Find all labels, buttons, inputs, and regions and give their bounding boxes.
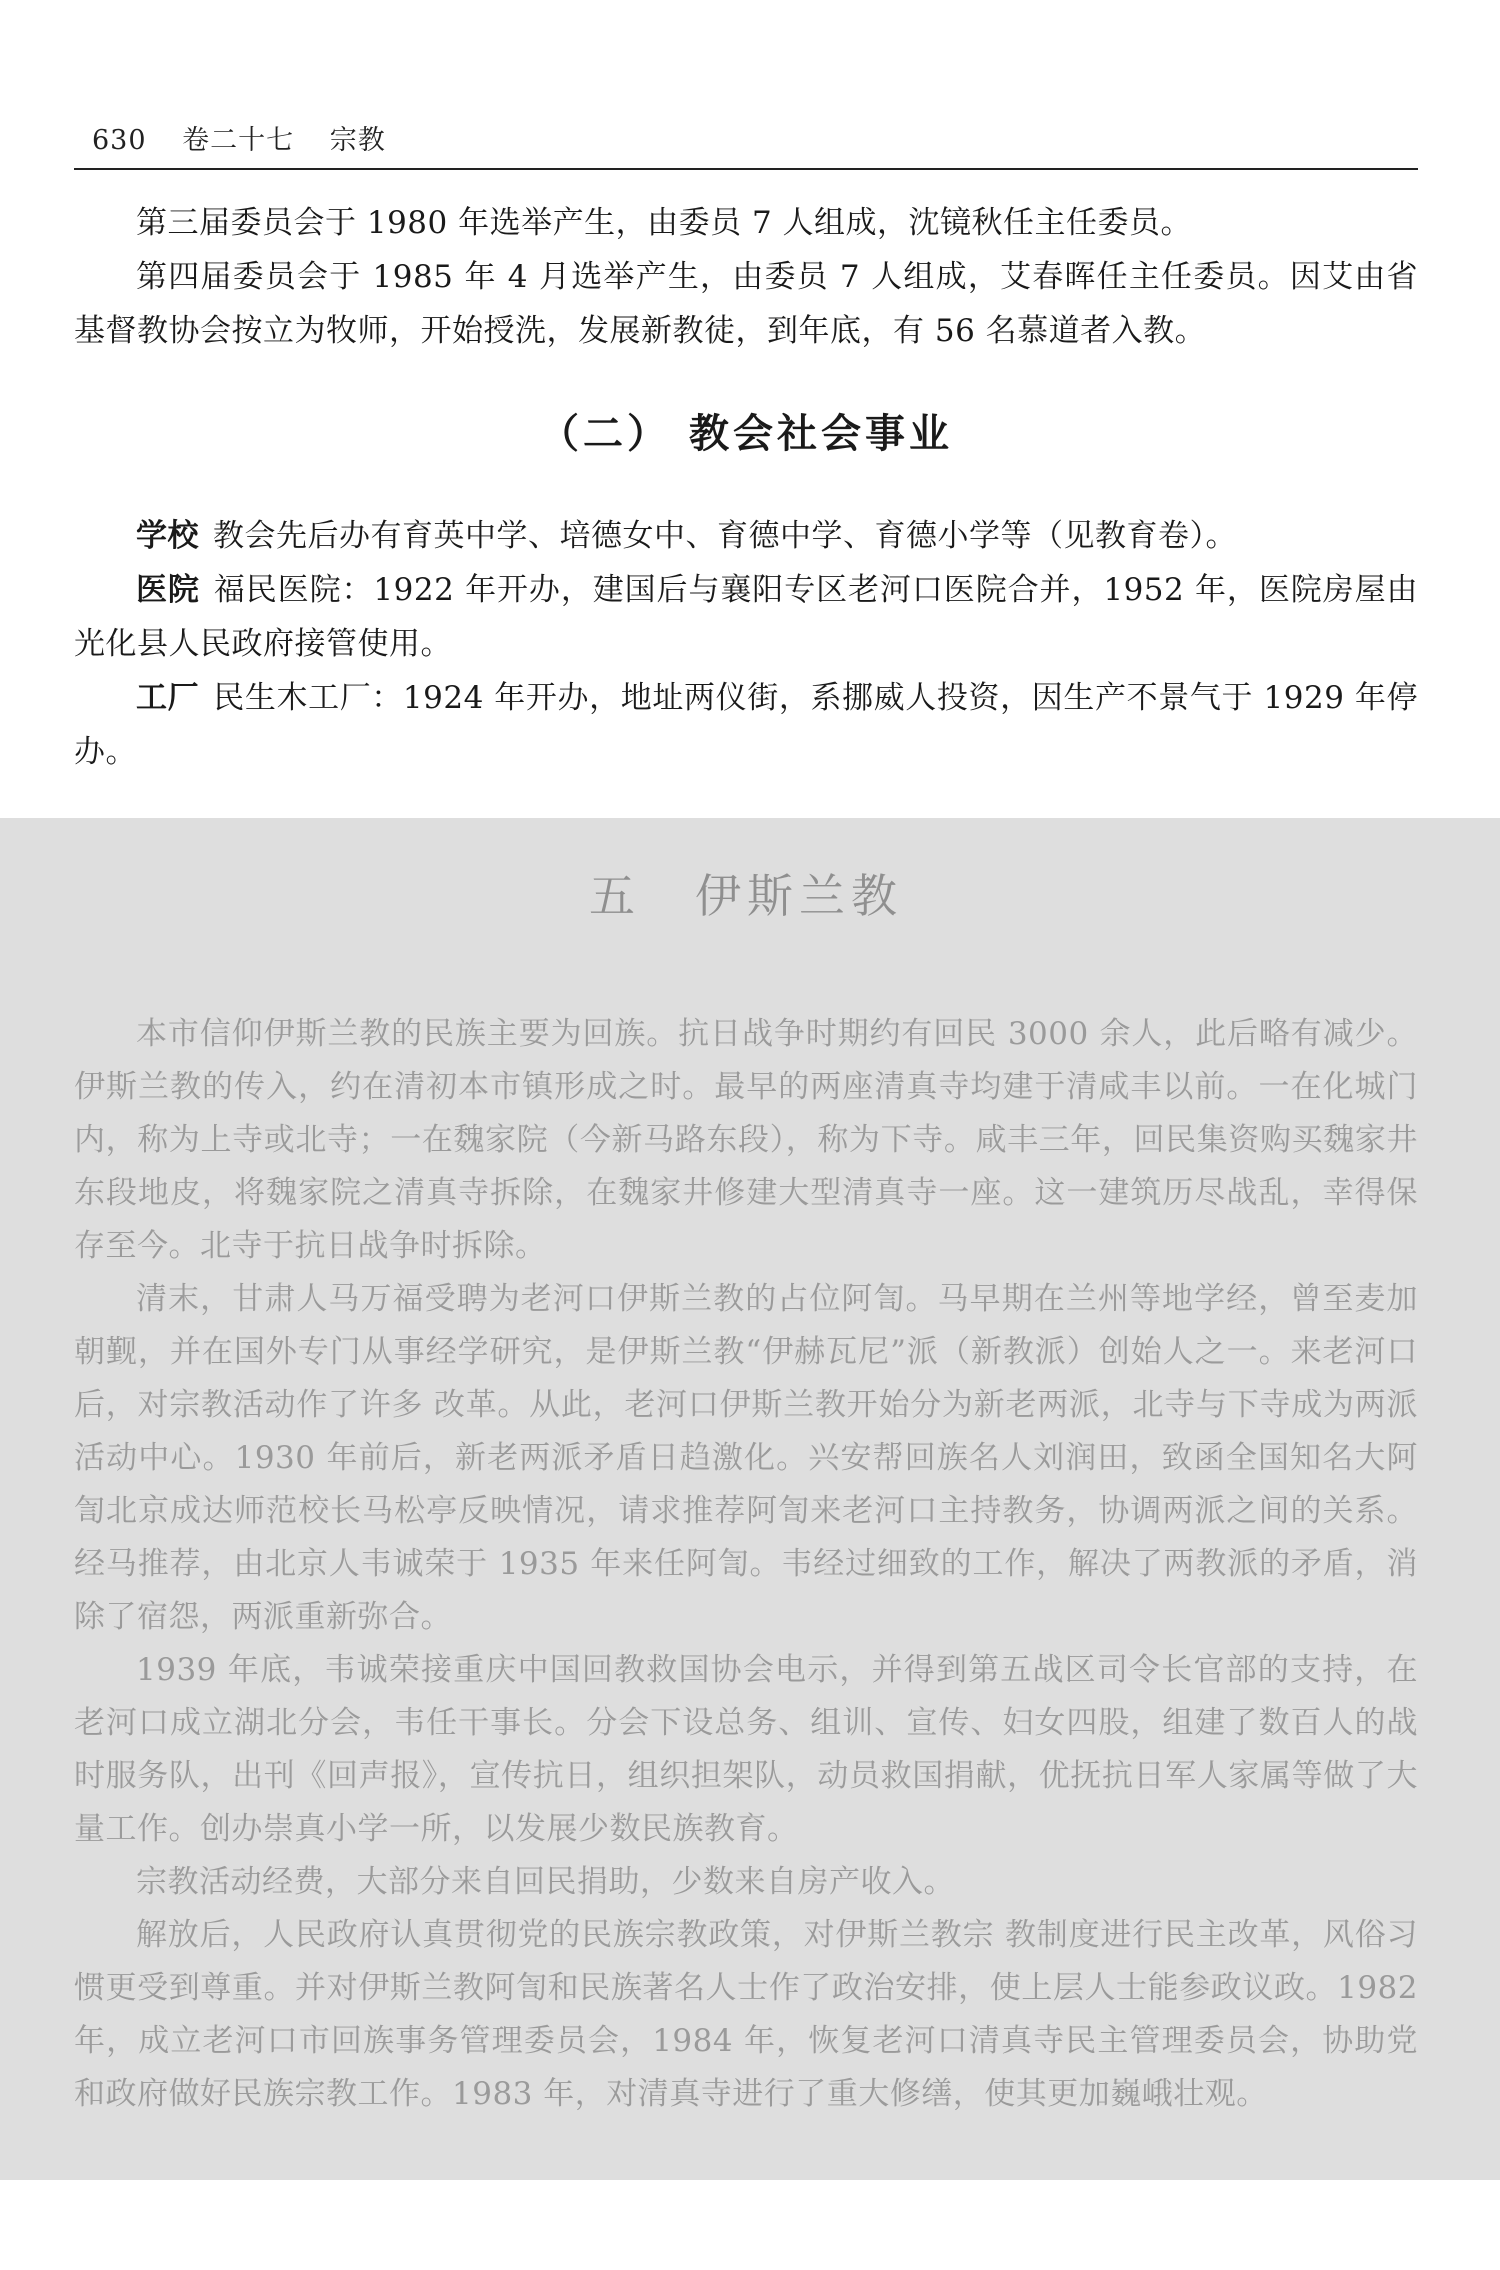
islam-section-body	[74, 860, 1418, 2121]
enterprise-school	[74, 509, 1418, 563]
section-label: 宗教	[329, 125, 386, 156]
page-number: 630	[92, 125, 147, 156]
islam-paragraph: 本市信仰伊斯兰教的民族主要为回族。抗日战争时期约有回民 3000 余人，此后略有减少。伊斯兰教的传入，约在清初本市镇形成之时。最早的两座清真寺均建于清咸丰以前。一在化城门内，称为上寺或北寺；一在魏家院（今新马路东段），称为下寺。咸丰三年，回民集资购买魏家井东段地皮，将魏家院之清真寺拆除，在魏家井修建大型清真寺一座。这一建筑历尽战乱，幸得保存至今。北寺于抗日战争时拆除。	[74, 1016, 1418, 1264]
islam-paragraph: 解放后，人民政府认真贯彻党的民族宗教政策，对伊斯兰教宗 教制度进行民主改革，风俗习惯更受到尊重。并对伊斯兰教阿訇和民族著名人士作了政治安排，使上层人士能参政议政。1982 年，成立老河口市回族事务管理委员会，1984 年，恢复老河口清真寺民主管理委员会，协助党和政府做好民族宗教工作。1983 年，对清真寺进行了重大修缮，使其更加巍峨壮观。	[74, 1917, 1418, 2112]
islam-paragraph: 宗教活动经费，大部分来自回民捐助，少数来自房产收入。	[136, 1864, 955, 1900]
islam-section	[0, 818, 1500, 2180]
enterprise-text: 教会先后办有育英中学、培德女中、育德中学、育德小学等（见教育卷）。	[213, 518, 1237, 554]
enterprise-text: 民生木工厂：1924 年开办，地址两仪街，系挪威人投资，因生产不景气于 1929 年停办。	[74, 680, 1419, 770]
islam-paragraph: 1939 年底，韦诚荣接重庆中国回教救国协会电示，并得到第五战区司令长官部的支持，在老河口成立湖北分会，韦任干事长。分会下设总务、组训、宣传、妇女四股，组建了数百人的战时服务队，出刊《回声报》，宣传抗日，组织担架队，动员救国捐献，优抚抗日军人家属等做了大量工作。创办崇真小学一所，以发展少数民族教育。	[74, 1652, 1418, 1847]
section-title-text: 伊斯兰教	[695, 869, 903, 923]
subsection-title: （二） 教会社会事业	[539, 410, 953, 457]
paragraph-third-committee: 第三届委员会于 1980 年选举产生，由委员 7 人组成，沈镜秋任主任委员。	[136, 205, 1193, 241]
enterprise-factory	[74, 671, 1418, 779]
running-header	[92, 118, 412, 157]
church-section-body	[74, 196, 1418, 779]
paragraph-fourth-committee: 第四届委员会于 1985 年 4 月选举产生，由委员 7 人组成，艾春晖任主任委员。因艾由省基督教协会按立为牧师，开始授洗，发展新教徒，到年底，有 56 名慕道者入教。	[74, 259, 1418, 349]
enterprise-label: 学校	[136, 518, 199, 554]
enterprise-hospital	[74, 563, 1418, 671]
islam-paragraph: 清末，甘肃人马万福受聘为老河口伊斯兰教的占位阿訇。马早期在兰州等地学经，曾至麦加朝觐，并在国外专门从事经学研究，是伊斯兰教“伊赫瓦尼”派（新教派）创始人之一。来老河口后，对宗教活动作了许多 改革。从此，老河口伊斯兰教开始分为新老两派，北寺与下寺成为两派活动中心。1930 年前后，新老两派矛盾日趋激化。兴安帮回族名人刘润田，致函全国知名大阿訇北京成达师范校长马松亭反映情况，请求推荐阿訇来老河口主持教务，协调两派之间的关系。经马推荐，由北京人韦诚荣于 1935 年来任阿訇。韦经过细致的工作，解决了两教派的矛盾，消除了宿怨，两派重新弥合。	[74, 1281, 1418, 1635]
enterprise-label: 工厂	[136, 680, 200, 716]
section-title	[74, 860, 1418, 926]
volume-label: 卷二十七	[182, 125, 295, 156]
header-rule	[74, 168, 1418, 170]
enterprise-label: 医院	[136, 572, 200, 608]
section-number: 五	[589, 869, 641, 923]
enterprise-text: 福民医院：1922 年开办，建国后与襄阳专区老河口医院合并，1952 年，医院房屋由光化县人民政府接管使用。	[74, 572, 1419, 662]
